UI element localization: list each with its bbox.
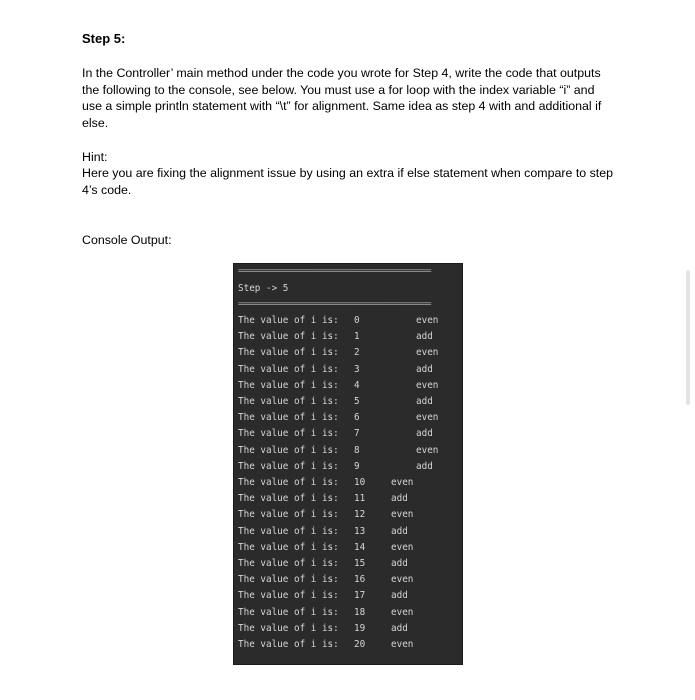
console-row-parity: add bbox=[391, 590, 408, 602]
console-row-text: The value of i is: bbox=[238, 363, 345, 375]
console-row-text: The value of i is: bbox=[238, 590, 345, 602]
console-separator-bottom: ================================================ bbox=[238, 301, 431, 307]
console-row-text: The value of i is: bbox=[238, 315, 345, 326]
console-row-index: 13 bbox=[354, 525, 366, 537]
console-row-parity: add bbox=[391, 558, 408, 569]
console-row-index: 3 bbox=[354, 363, 360, 375]
console-row-text: The value of i is: bbox=[238, 379, 345, 391]
console-row-index: 11 bbox=[354, 493, 366, 505]
console-row-index: 8 bbox=[354, 444, 360, 456]
console-row-index: 1 bbox=[354, 331, 360, 343]
instruction-line: the following to the console, see below. You must use a for loop with the index variable “i” and bbox=[82, 82, 595, 97]
console-row-text: The value of i is: bbox=[238, 639, 345, 650]
console-row-index: 2 bbox=[354, 347, 360, 359]
console-separator-top: ================================================ bbox=[238, 268, 431, 274]
instruction-line: In the Controller’ main method under the code you wrote for Step 4, write the code that outputs bbox=[82, 66, 601, 80]
console-row-index: 12 bbox=[354, 509, 366, 521]
console-row-parity: add bbox=[416, 460, 433, 472]
console-row-index: 18 bbox=[354, 606, 366, 618]
console-row-index: 0 bbox=[354, 315, 360, 326]
console-row-text: The value of i is: bbox=[238, 509, 345, 521]
console-row-text: The value of i is: bbox=[238, 574, 345, 586]
console-row-index: 14 bbox=[354, 541, 366, 553]
console-row-parity: add bbox=[416, 363, 433, 375]
console-row-parity: even bbox=[416, 315, 439, 326]
console-row-text: The value of i is: bbox=[238, 331, 345, 343]
console-row-text: The value of i is: bbox=[238, 541, 345, 553]
console-row-text: The value of i is: bbox=[238, 606, 345, 618]
console-row-index: 17 bbox=[354, 590, 366, 602]
instruction-line: use a simple println statement with “\t” for alignment. Same idea as step 4 with and additional if bbox=[82, 99, 602, 113]
console-row-text: The value of i is: bbox=[238, 622, 345, 634]
console-row-text: The value of i is: bbox=[238, 396, 345, 407]
console-row-index: 15 bbox=[354, 558, 366, 569]
console-row-parity: add bbox=[416, 396, 433, 407]
console-row-parity: add bbox=[391, 622, 408, 634]
console-row-parity: even bbox=[391, 574, 414, 586]
console-row-index: 7 bbox=[354, 428, 360, 440]
console-row-index: 20 bbox=[354, 639, 366, 650]
console-row-text: The value of i is: bbox=[238, 412, 345, 424]
console-row-text: The value of i is: bbox=[238, 428, 345, 440]
console-row-parity: add bbox=[416, 331, 433, 343]
console-row-parity: even bbox=[416, 412, 439, 424]
console-row-parity: add bbox=[391, 525, 408, 537]
console-row-parity: even bbox=[416, 379, 439, 391]
instruction-paragraph bbox=[82, 65, 622, 131]
console-row-parity: add bbox=[416, 428, 433, 440]
console-output-screenshot bbox=[233, 263, 463, 665]
console-row-text: The value of i is: bbox=[238, 460, 345, 472]
console-row-parity: even bbox=[391, 639, 414, 650]
console-row-index: 4 bbox=[354, 379, 360, 391]
hint-paragraph bbox=[82, 165, 622, 198]
console-row-parity: even bbox=[416, 444, 439, 456]
hint-line: Here you are fixing the alignment issue by using an extra if else statement when compare to step bbox=[82, 166, 614, 180]
console-row-parity: even bbox=[391, 509, 414, 521]
console-row-index: 9 bbox=[354, 460, 360, 472]
console-row-text: The value of i is: bbox=[238, 558, 345, 569]
console-row-text: The value of i is: bbox=[238, 347, 345, 359]
console-row-index: 16 bbox=[354, 574, 366, 586]
hint-line: 4’s code. bbox=[82, 182, 132, 197]
console-row-text: The value of i is: bbox=[238, 444, 345, 456]
console-step-line: Step -> 5 bbox=[238, 283, 289, 294]
step-heading: Step 5: bbox=[82, 31, 126, 46]
console-row-parity: even bbox=[391, 606, 414, 618]
console-row-index: 10 bbox=[354, 477, 366, 488]
instruction-line: else. bbox=[82, 115, 109, 130]
console-row-text: The value of i is: bbox=[238, 477, 345, 488]
console-row-text: The value of i is: bbox=[238, 525, 345, 537]
console-row-index: 19 bbox=[354, 622, 366, 634]
console-row-parity: even bbox=[391, 541, 414, 553]
console-output-label: Console Output: bbox=[82, 233, 172, 247]
console-row-text: The value of i is: bbox=[238, 493, 345, 505]
console-row-index: 6 bbox=[354, 412, 360, 424]
console-row-index: 5 bbox=[354, 396, 360, 407]
console-row-parity: even bbox=[391, 477, 414, 488]
console-row-parity: even bbox=[416, 347, 439, 359]
page-scrollbar[interactable] bbox=[686, 270, 690, 405]
hint-label: Hint: bbox=[82, 150, 108, 164]
console-row-parity: add bbox=[391, 493, 408, 505]
